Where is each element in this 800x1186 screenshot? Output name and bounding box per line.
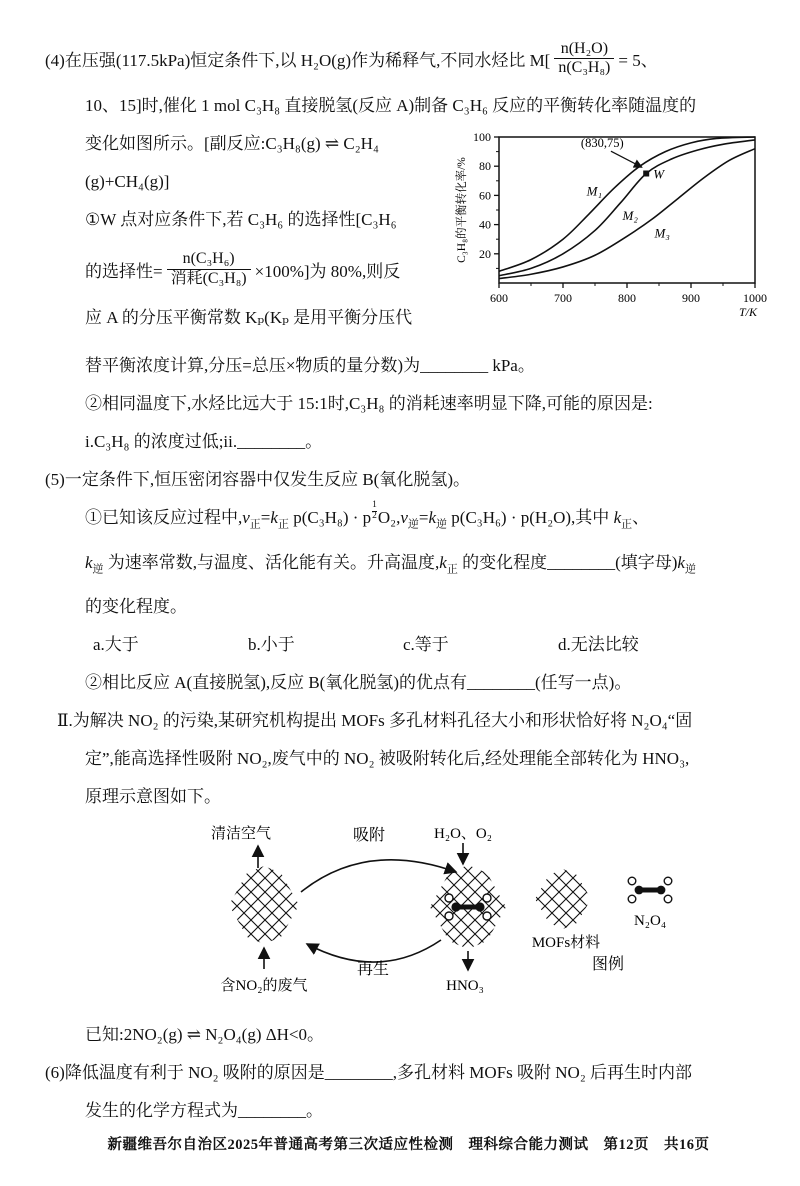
x-tick-label: 1000: [743, 291, 767, 306]
equilibrium-conversion-chart: [453, 129, 779, 333]
q5-line5: ②相比反应 A(直接脱氢),反应 B(氧化脱氢)的优点有________(任写一点)。: [85, 673, 632, 692]
q5-seg: ①已知该反应过程中,: [85, 508, 243, 528]
k-symbol: k: [677, 552, 685, 572]
page-footer: 新疆维吾尔自治区2025年普通高考第三次适应性检测 理科综合能力测试 第12页 共16页: [107, 1137, 710, 1153]
sub-reverse: 逆: [407, 518, 419, 531]
selectivity-fraction: [167, 250, 251, 288]
sub-reverse: 逆: [92, 563, 104, 575]
v-symbol: v: [400, 508, 408, 528]
q5-seg: 为速率常数,与温度、活化能有关。升高温度,: [103, 552, 440, 572]
section2-line1: Ⅱ.为解决 NO₂ 的污染,某研究机构提出 MOFs 多孔材料孔径大小和形状恰好将 N₂O₄“固: [57, 711, 693, 730]
equals: =: [260, 508, 271, 528]
k-symbol: k: [439, 552, 447, 572]
x-tick-label: 900: [682, 291, 700, 306]
legend-mofs-label: MOFs材料: [531, 935, 601, 951]
y-tick-label: 60: [479, 188, 491, 203]
annotation-arrow: [611, 151, 642, 167]
x-axis-label: T/K: [738, 305, 757, 320]
conversion-chart-container: [453, 129, 779, 347]
y-tick-label: 20: [479, 247, 491, 262]
mofs-cycle-diagram: [111, 822, 772, 1014]
series-label: M₁: [586, 183, 603, 199]
x-tick-label: 600: [490, 291, 508, 306]
q4-text-and-chart: [45, 125, 772, 347]
section2-line3: 原理示意图如下。: [85, 787, 221, 806]
sub-forward: 正: [446, 563, 458, 575]
half-exponent: $\frac{1}{2}$: [372, 500, 377, 521]
mofs-diagram-svg: [111, 822, 736, 1000]
q4-line10: i.C₃H₈ 的浓度过低;ii.________。: [85, 432, 323, 452]
q5-seg: 的变化程度________(填字母): [457, 552, 678, 572]
option-d: d.无法比较: [558, 635, 639, 654]
fraction-numerator: n(H₂O): [560, 39, 609, 57]
q6-line2: 发生的化学方程式为________。: [85, 1101, 323, 1120]
water-hydrocarbon-ratio-fraction: [554, 40, 614, 78]
q5-seg: p(C₃H₈) · p: [288, 508, 372, 528]
q6-line1: (6)降低温度有利于 NO₂ 吸附的原因是________,多孔材料 MOFs 吸附 NO₂ 后再生时内部: [45, 1063, 692, 1082]
adsorb-label: 吸附: [352, 827, 386, 844]
section2-line2: 定”,能高选择性吸附 NO₂,废气中的 NO₂ 被吸附转化后,经处理能全部转化为 HNO₃,: [85, 749, 690, 768]
point-W-marker: [643, 171, 649, 177]
sub-reverse: 逆: [436, 518, 448, 531]
annotation-text: (830,75): [580, 136, 624, 151]
selectivity-label: 的选择性=: [85, 261, 163, 281]
q5-seg: p(C₃H₆) · p(H₂O),其中: [447, 508, 614, 528]
known-condition-line: 已知:2NO₂(g) ⇌ N₂O₄(g) ΔH<0。: [85, 1025, 325, 1044]
y-tick-label: 100: [473, 130, 491, 145]
sub-forward: 正: [249, 518, 261, 531]
equals: =: [418, 508, 429, 528]
legend-n2o4-label: N₂O₄: [633, 913, 667, 929]
option-c: c.等于: [403, 635, 449, 654]
q4-line4: (g)+CH₄(g)]: [85, 172, 170, 192]
y-tick-label: 40: [479, 217, 491, 232]
x-tick-label: 800: [618, 291, 636, 306]
h2o-o2-label: H₂O、O₂: [434, 826, 492, 842]
q4-line1-text: (4)在压强(117.5kPa)恒定条件下,以 H₂O(g)作为稀释气,不同水烃比 M[: [45, 51, 551, 71]
sub-forward: 正: [277, 518, 289, 531]
q5-rate-equation-line: [45, 499, 772, 543]
v-symbol: v: [242, 508, 250, 528]
q4-line7: 应 A 的分压平衡常数 Kₚ(Kₚ 是用平衡分压代: [85, 308, 413, 328]
series-label: M₃: [654, 225, 670, 241]
q4-line3: 变化如图所示。[副反应:C₃H₈(g) ⇌ C₂H₄: [85, 134, 379, 154]
mofs-lattice-left: [229, 866, 299, 944]
k-symbol: k: [270, 508, 278, 528]
option-a: a.大于: [93, 635, 139, 654]
sub-reverse: 逆: [684, 563, 696, 575]
k-symbol: k: [428, 508, 437, 528]
fraction-denominator: n(C₃H₈): [554, 58, 614, 77]
q4-line5: ①W 点对应条件下,若 C₃H₆ 的选择性[C₃H₆: [85, 210, 397, 230]
q4-line1: [45, 30, 772, 87]
q4-line1-tail: = 5、: [618, 51, 658, 71]
series-label: M₂: [622, 208, 638, 224]
q5-seg: O₂,: [377, 508, 401, 528]
clean-air-label: 清洁空气: [210, 826, 272, 842]
adsorb-arrow: [301, 860, 456, 892]
x-tick-label: 700: [554, 291, 572, 306]
option-b: b.小于: [248, 635, 295, 654]
q4-left-column: [45, 125, 453, 337]
series-M₁: [499, 137, 755, 271]
q4-line8: 替平衡浓度计算,分压=总压×物质的量分数)为________ kPa。: [85, 356, 535, 376]
legend-n2o4-molecule: [628, 877, 672, 903]
q5-options-row: [45, 626, 772, 664]
sub-forward: 正: [621, 518, 633, 531]
legend-mofs-lattice: [535, 869, 591, 929]
hno3-label: HNO₃: [446, 978, 484, 994]
fraction-denominator: 消耗(C₃H₈): [167, 269, 251, 288]
k-symbol: k: [613, 508, 622, 528]
q4-line6: [45, 239, 453, 299]
q4-line2: 10、15]时,催化 1 mol C₃H₈ 直接脱氢(反应 A)制备 C₃H₆ 反应的平衡转化率随温度的: [85, 96, 697, 116]
q5-line3: [45, 544, 772, 588]
q5-seg: 、: [632, 508, 650, 528]
waste-gas-label: 含NO₂的废气: [220, 978, 308, 994]
y-axis-label: C₃H₈的平衡转化率/%: [456, 157, 468, 264]
q5-line1: (5)一定条件下,恒压密闭容器中仅发生反应 B(氧化脱氢)。: [45, 470, 470, 490]
point-W-label: W: [653, 166, 665, 182]
q4-line9: ②相同温度下,水烃比远大于 15:1时,C₃H₈ 的消耗速率明显下降,可能的原因是:: [85, 394, 653, 414]
q4-line6-tail: ×100%]为 80%,则反: [254, 261, 401, 281]
y-tick-label: 80: [479, 159, 491, 174]
fraction-numerator: n(C₃H₆): [182, 250, 235, 268]
regen-arrow: [307, 940, 441, 962]
q5-line4: 的变化程度。: [85, 597, 187, 616]
k-symbol: k: [85, 552, 93, 572]
regen-label: 再生: [356, 961, 390, 978]
legend-title: 图例: [591, 956, 625, 973]
